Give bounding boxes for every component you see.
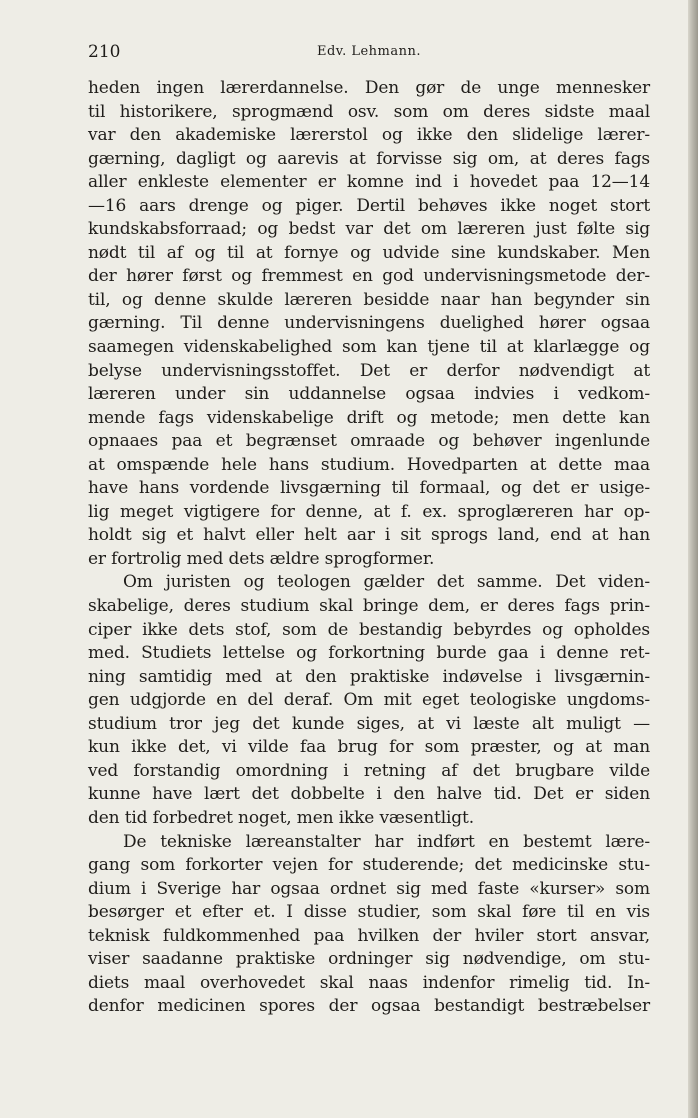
- text-line: mende fags videnskabelige drift og metode; men dette kan: [88, 407, 650, 428]
- page-number: 210: [88, 42, 121, 62]
- text-line: gang som forkorter vejen for studerende; det medicinske stu-: [88, 855, 650, 876]
- text-line: heden ingen lærerdannelse. Den gør de unge mennesker: [88, 78, 650, 98]
- text-line: kun ikke det, vi vilde faa brug for som præster, og at man: [88, 737, 650, 758]
- text-line: besørger et efter et. I disse studier, som skal føre til en vis: [88, 902, 650, 923]
- text-line: aller enkleste elementer er komne ind i hovedet paa 12—14: [88, 172, 650, 193]
- text-line: studium tror jeg det kunde siges, at vi læste alt muligt —: [88, 713, 650, 734]
- text-line: viser saadanne praktiske ordninger sig nødvendige, om stu-: [88, 949, 650, 970]
- page-header: [88, 42, 650, 64]
- text-line: kundskabsforraad; og bedst var det om læreren just følte sig: [88, 219, 650, 240]
- text-line: ved forstandig omordning i retning af det brugbare vilde: [88, 760, 650, 781]
- text-line: var den akademiske lærerstol og ikke den slidelige lærer-: [88, 125, 650, 146]
- paragraph-first-line: De tekniske læreanstalter har indført en bestemt lære-: [123, 831, 650, 852]
- text-line: holdt sig et halvt eller helt aar i sit sprogs land, end at han: [88, 525, 650, 546]
- text-line: til, og denne skulde læreren besidde naar han begynder sin: [88, 289, 650, 310]
- text-line: med. Studiets lettelse og forkortning burde gaa i denne ret-: [88, 643, 650, 664]
- paragraph-last-line: den tid forbedret noget, men ikke væsentligt.: [88, 807, 474, 828]
- running-head: Edv. Lehmann.: [316, 44, 422, 59]
- text-line: ning samtidig med at den praktiske indøvelse i livsgærnin-: [88, 666, 650, 687]
- book-edge-shadow: [688, 0, 698, 1118]
- text-line: gen udgjorde en del deraf. Om mit eget teologiske ungdoms-: [88, 690, 650, 711]
- text-line: der hører først og fremmest en god undervisningsmetode der-: [88, 266, 650, 287]
- paragraph-last-line: er fortrolig med dets ældre sprogformer.: [88, 548, 435, 569]
- text-line: lig meget vigtigere for denne, at f. ex. sproglæreren har op-: [88, 501, 650, 522]
- text-line: kunne have lært det dobbelte i den halve tid. Det er siden: [88, 784, 650, 805]
- text-line: diets maal overhovedet skal naas indenfor rimelig tid. In-: [88, 972, 650, 993]
- text-line: læreren under sin uddannelse ogsaa indvies i vedkom-: [88, 384, 650, 405]
- text-line: belyse undervisningsstoffet. Det er derfor nødvendigt at: [88, 360, 650, 381]
- text-line: saamegen videnskabelighed som kan tjene til at klarlægge og: [88, 337, 650, 358]
- text-line: nødt til af og til at fornye og udvide sine kundskaber. Men: [88, 242, 650, 263]
- text-line: gærning, dagligt og aarevis at forvisse sig om, at deres fags: [88, 148, 650, 169]
- text-line: —16 aars drenge og piger. Dertil behøves ikke noget stort: [88, 195, 650, 216]
- text-line: gærning. Til denne undervisningens duelighed hører ogsaa: [88, 313, 650, 334]
- body-text: [88, 77, 650, 1019]
- text-line: opnaaes paa et begrænset omraade og behøver ingenlunde: [88, 431, 650, 452]
- text-line: til historikere, sprogmænd osv. som om deres sidste maal: [88, 101, 650, 122]
- text-line: at omspænde hele hans studium. Hovedparten at dette maa: [88, 454, 650, 475]
- text-line: skabelige, deres studium skal bringe dem, er deres fags prin-: [88, 596, 650, 617]
- text-line: have hans vordende livsgærning til formaal, og det er usige-: [88, 478, 650, 499]
- paragraph-first-line: Om juristen og teologen gælder det samme. Det viden-: [123, 572, 650, 593]
- text-line: ciper ikke dets stof, som de bestandig bebyrdes og opholdes: [88, 619, 650, 640]
- text-line: denfor medicinen spores der ogsaa bestandigt bestræbelser: [88, 996, 650, 1017]
- text-line: teknisk fuldkommenhed paa hvilken der hviler stort ansvar,: [88, 925, 650, 946]
- text-line: dium i Sverige har ogsaa ordnet sig med faste «kurser» som: [88, 878, 650, 899]
